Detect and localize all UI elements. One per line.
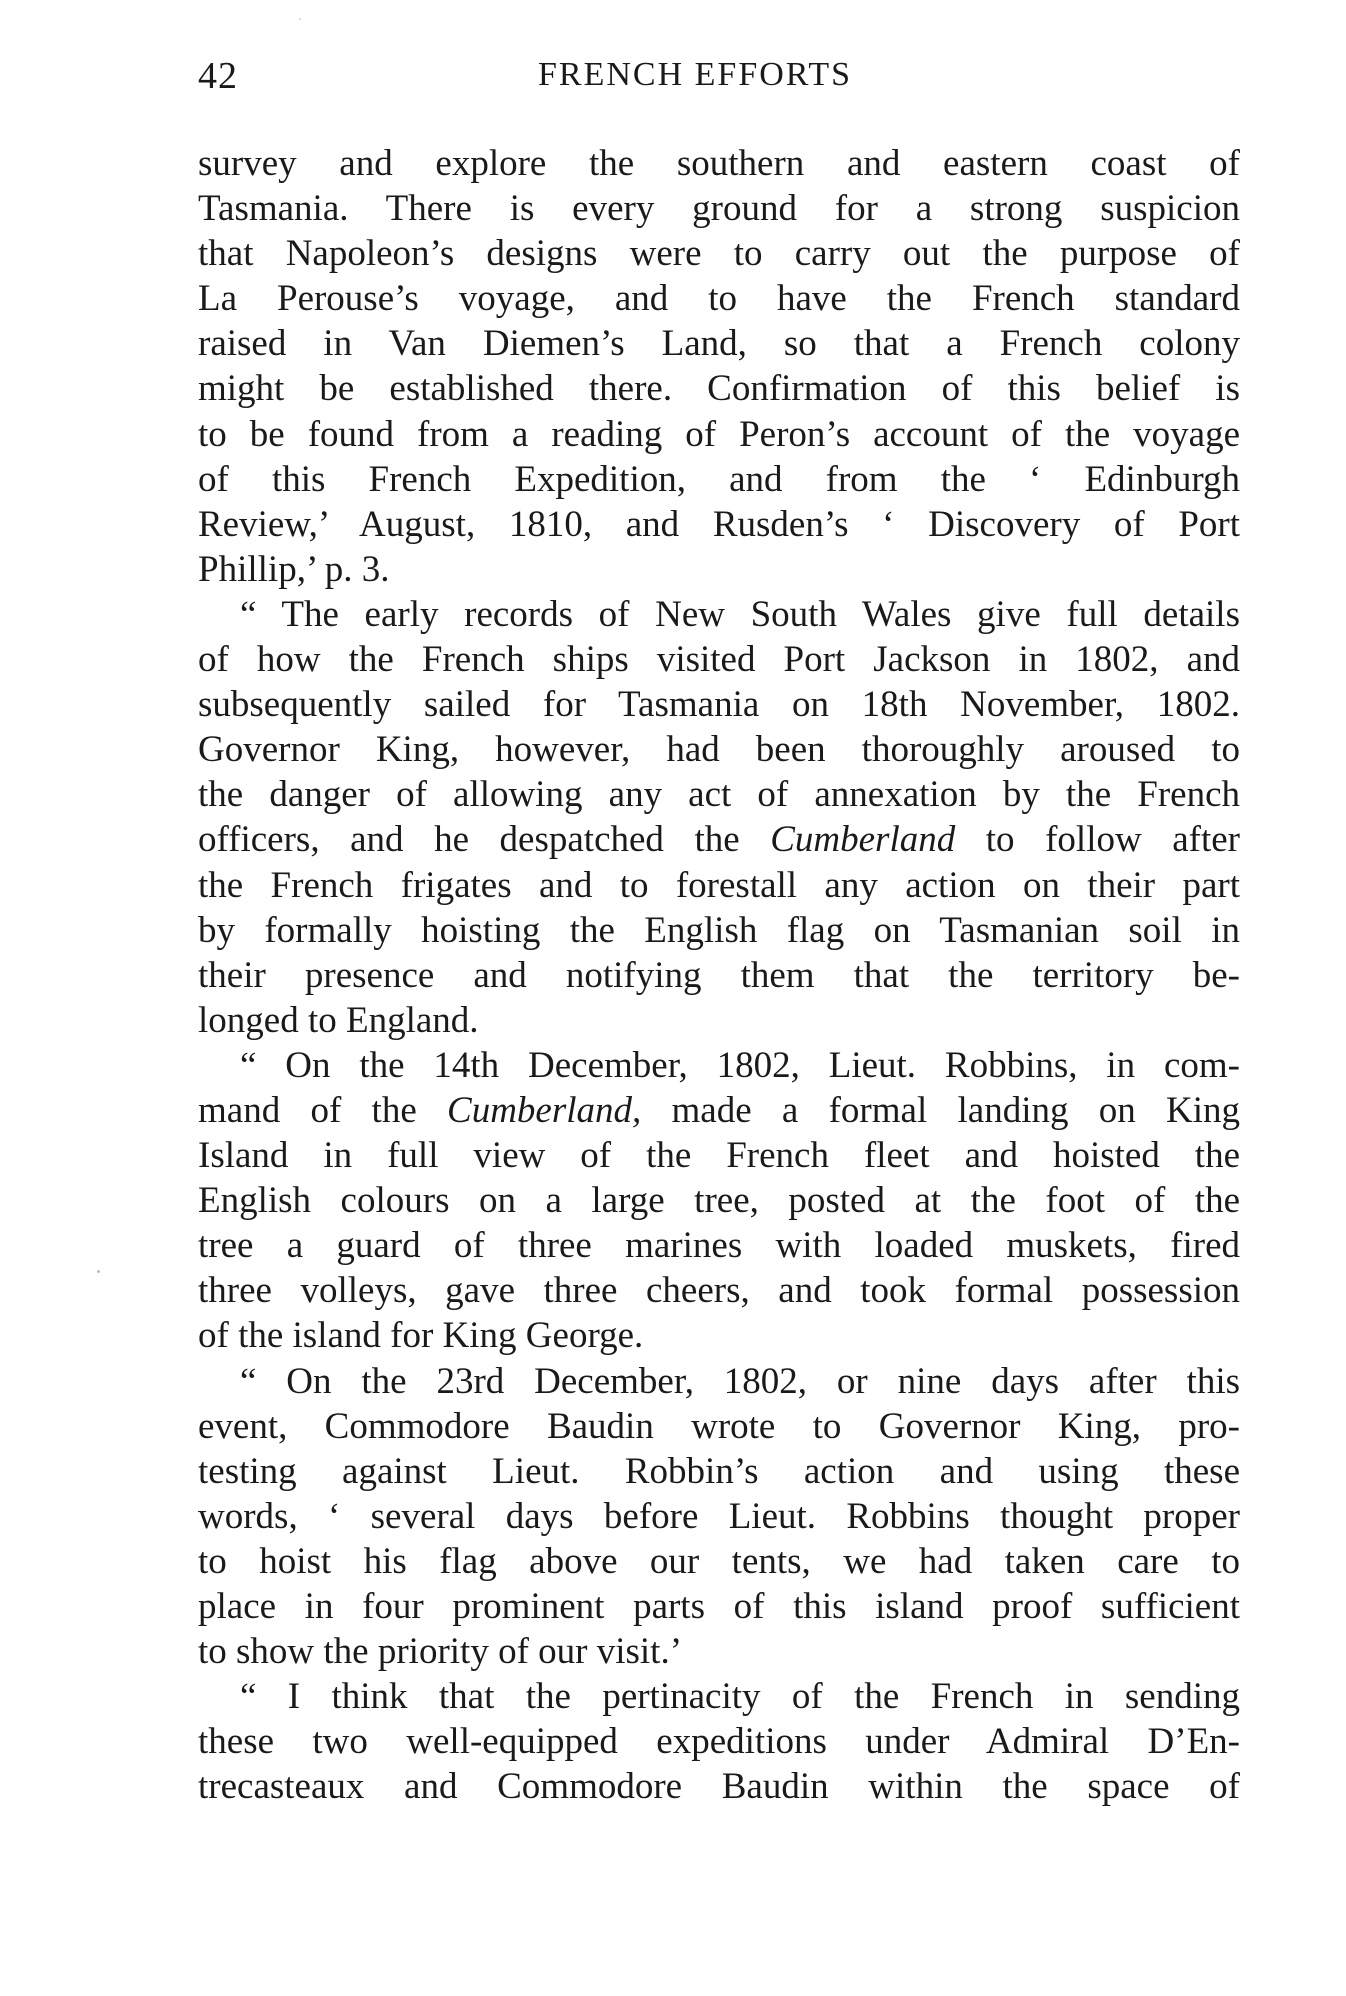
text-line: by formally hoisting the English flag on Tasmanian soil in — [198, 909, 1240, 951]
text-line: place in four prominent parts of this island proof sufficient — [198, 1586, 1240, 1627]
text-line: event, Commodore Baudin wrote to Governor King, pro- — [198, 1405, 1240, 1447]
text-line: words, ‘ several days before Lieut. Robbins thought proper — [198, 1495, 1240, 1537]
text-line: their presence and notifying them that the territory be- — [198, 954, 1240, 996]
text-line: trecasteaux and Commodore Baudin within the space of — [198, 1766, 1240, 1808]
paper-speck — [299, 18, 301, 20]
text-line: to be found from a reading of Peron’s account of the voyage — [198, 413, 1240, 455]
ship-name-italic: Cumberland — [770, 819, 956, 861]
text-line — [198, 1088, 1240, 1133]
text-line: of the island for King George. — [198, 1315, 644, 1357]
text-line: “ On the 23rd December, 1802, or nine days after this — [240, 1360, 1240, 1402]
text-segment: made a formal landing on King — [641, 1089, 1240, 1131]
text-line: to hoist his flag above our tents, we had taken care to — [198, 1540, 1240, 1582]
text-line: might be established there. Confirmation of this belief is — [198, 368, 1240, 410]
text-segment: officers, and he despatched the — [198, 819, 771, 861]
text-line: “ The early records of New South Wales give full details — [240, 593, 1240, 635]
text-line: of this French Expedition, and from the ‘ Edinburgh — [198, 458, 1240, 500]
text-line: that Napoleon’s designs were to carry out the purpose of — [198, 233, 1240, 275]
running-head — [198, 54, 1240, 114]
text-line: of how the French ships visited Port Jackson in 1802, and — [198, 639, 1240, 681]
text-line: longed to England. — [198, 999, 479, 1041]
text-line: La Perouse’s voyage, and to have the French standard — [198, 278, 1240, 320]
text-line: raised in Van Diemen’s Land, so that a French colony — [198, 323, 1240, 365]
text-line: Phillip,’ p. 3. — [198, 548, 390, 590]
text-line: English colours on a large tree, posted at the foot of the — [198, 1180, 1240, 1222]
text-line: tree a guard of three marines with loaded muskets, fired — [198, 1225, 1240, 1267]
text-line: survey and explore the southern and eastern coast of — [198, 143, 1240, 184]
ship-name-italic: Cumberland, — [447, 1089, 642, 1131]
text-line: Tasmania. There is every ground for a strong suspicion — [198, 188, 1240, 230]
text-line: subsequently sailed for Tasmania on 18th November, 1802. — [198, 684, 1240, 726]
text-line: “ On the 14th December, 1802, Lieut. Robbins, in com- — [240, 1044, 1240, 1086]
text-line: to show the priority of our visit.’ — [198, 1631, 683, 1673]
running-title: FRENCH EFFORTS — [538, 56, 853, 93]
page-number: 42 — [198, 55, 238, 97]
text-segment: mand of the — [198, 1089, 448, 1131]
text-line: Island in full view of the French fleet and hoisted the — [198, 1135, 1240, 1177]
text-line: Review,’ August, 1810, and Rusden’s ‘ Discovery of Port — [198, 503, 1240, 545]
text-line: “ I think that the pertinacity of the French in sending — [240, 1676, 1240, 1718]
text-segment: to follow after — [955, 819, 1241, 861]
text-line: the French frigates and to forestall any action on their part — [198, 864, 1240, 906]
body-text — [198, 141, 1240, 1809]
text-line: these two well-equipped expeditions under Admiral D’En- — [198, 1721, 1240, 1763]
text-line: testing against Lieut. Robbin’s action and using these — [198, 1450, 1240, 1492]
text-line: three volleys, gave three cheers, and took formal possession — [198, 1270, 1240, 1312]
text-line: Governor King, however, had been thoroughly aroused to — [198, 729, 1240, 771]
text-line — [198, 817, 1240, 862]
text-line: the danger of allowing any act of annexation by the French — [198, 774, 1240, 816]
paper-speck — [97, 1270, 100, 1273]
